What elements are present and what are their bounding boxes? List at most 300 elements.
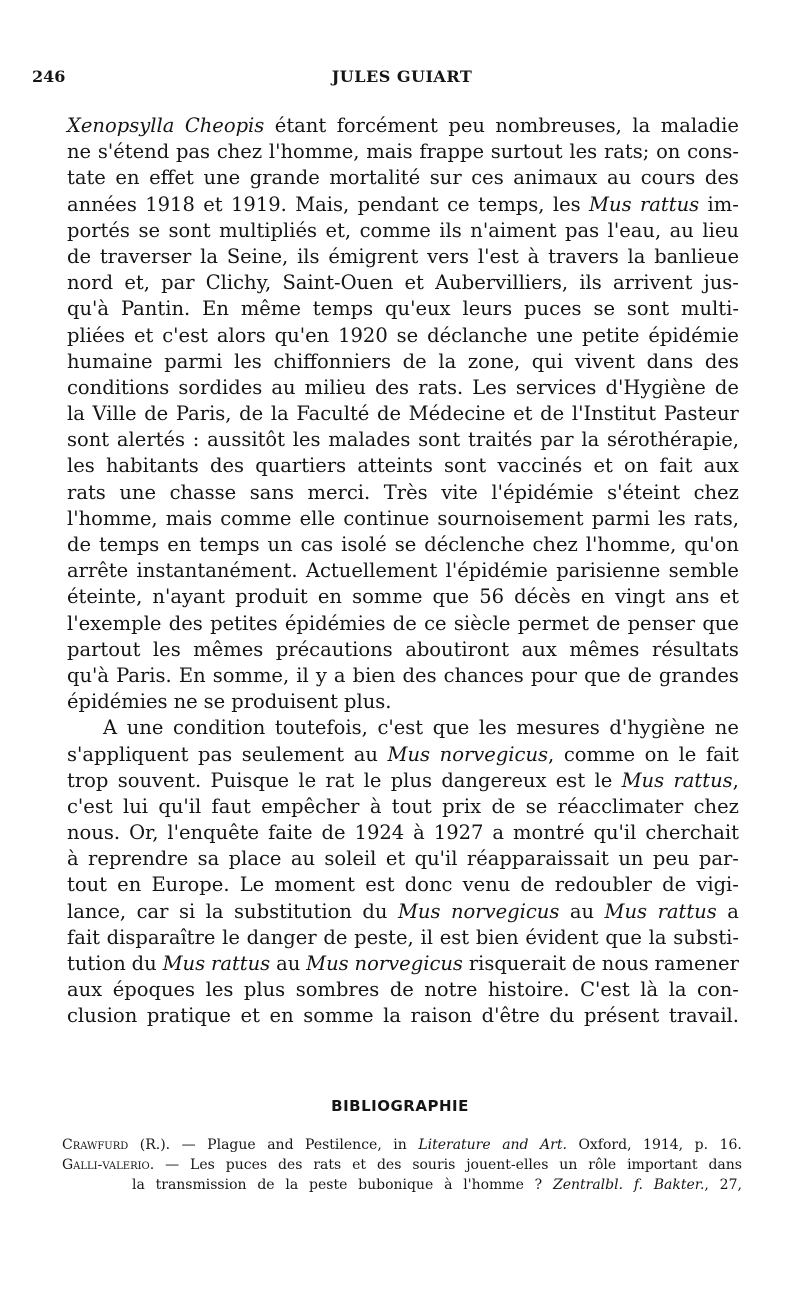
word: multipliés xyxy=(219,218,318,242)
word: se xyxy=(396,323,419,347)
word: norvegicus xyxy=(450,899,560,923)
word: nord xyxy=(67,271,114,295)
word: tate xyxy=(67,166,106,190)
word: a xyxy=(492,821,505,845)
word: effet xyxy=(149,166,194,190)
word: des xyxy=(704,349,739,373)
word: temps xyxy=(98,533,160,556)
text-line xyxy=(67,270,739,296)
word: cons- xyxy=(687,140,739,164)
word: l'exemple xyxy=(67,611,162,635)
text-line xyxy=(67,820,739,846)
word: du xyxy=(549,1004,575,1028)
word: plus xyxy=(390,768,432,792)
word: Pantin. xyxy=(120,297,191,321)
bibliography-line xyxy=(62,1155,742,1175)
word: a xyxy=(333,663,346,687)
word: à xyxy=(444,1177,453,1193)
word: bien xyxy=(475,925,519,949)
word: milieu xyxy=(304,375,366,399)
word: somme xyxy=(303,1004,374,1028)
word: sont xyxy=(418,428,461,452)
word: et, xyxy=(124,271,150,295)
word: somme xyxy=(352,585,423,609)
word: que xyxy=(702,611,739,635)
word: grande xyxy=(249,166,320,190)
word: traverser xyxy=(99,244,192,268)
word: produit xyxy=(235,585,308,609)
word: malades xyxy=(328,428,411,452)
word: travers xyxy=(548,244,619,268)
word: s'éteint xyxy=(607,480,681,504)
word: Seine, xyxy=(226,244,289,268)
word: pratique xyxy=(146,1004,231,1028)
word: d'hygiène xyxy=(609,716,706,740)
word: de xyxy=(144,402,169,426)
word: et xyxy=(133,323,154,347)
word: chez xyxy=(216,140,263,164)
word: là xyxy=(640,978,659,1002)
word: nous xyxy=(601,952,649,975)
word: venu xyxy=(462,873,511,897)
word: chez xyxy=(693,794,739,818)
text-line xyxy=(67,872,739,898)
word: somme, xyxy=(212,663,290,687)
word: c'est xyxy=(377,716,424,740)
word: services xyxy=(515,375,597,399)
word: est xyxy=(439,925,470,949)
word: seulement xyxy=(241,742,345,766)
word: permet xyxy=(517,611,589,635)
word: de xyxy=(662,873,687,897)
word: de xyxy=(402,349,427,373)
word: lui xyxy=(122,794,149,818)
word: chasse xyxy=(169,480,237,504)
word: aux xyxy=(703,454,739,478)
word: parmi xyxy=(591,506,650,530)
word: A xyxy=(103,716,118,740)
word: les xyxy=(205,978,234,1002)
word: — xyxy=(181,1137,196,1153)
word: qu'à xyxy=(67,663,110,687)
word: petite xyxy=(581,323,640,347)
word: des xyxy=(168,611,203,635)
word: qui xyxy=(531,349,564,373)
word: isolé xyxy=(341,533,387,556)
word: c'est xyxy=(162,323,208,347)
word: les xyxy=(478,716,507,740)
word: sont xyxy=(444,454,487,478)
word: années xyxy=(67,192,137,216)
word: la xyxy=(632,114,651,137)
word: de xyxy=(376,402,402,426)
word: and xyxy=(267,1137,294,1153)
word: des xyxy=(402,663,437,687)
word: l'homme, xyxy=(268,140,360,164)
word: Clichy, xyxy=(205,271,272,295)
word: de xyxy=(596,611,621,635)
word: que xyxy=(584,663,621,687)
word: mais xyxy=(366,140,413,164)
word: cherchait xyxy=(645,821,739,845)
word: le xyxy=(594,768,613,792)
word: Le xyxy=(239,873,265,897)
word: et xyxy=(404,271,424,295)
word: im- xyxy=(707,192,739,216)
word: 1924 xyxy=(354,821,405,845)
word: sournoisement xyxy=(437,506,584,530)
word: mortalité xyxy=(329,166,421,190)
word: semble xyxy=(668,559,739,583)
word: de xyxy=(67,244,92,268)
word: alors xyxy=(216,323,266,347)
word: cas xyxy=(300,533,334,556)
word: éteinte, xyxy=(67,585,143,609)
word: la xyxy=(132,1177,145,1193)
word: une xyxy=(203,166,241,190)
word: pour xyxy=(530,663,577,687)
word: moment xyxy=(274,873,356,897)
word: les xyxy=(234,349,262,373)
word: des xyxy=(376,1157,402,1173)
word: soleil xyxy=(324,847,377,871)
word: une xyxy=(119,480,157,504)
word: par xyxy=(161,271,195,295)
word: faut xyxy=(211,794,251,818)
word: vite xyxy=(441,480,478,504)
word: Europe. xyxy=(151,873,230,897)
word: en xyxy=(117,873,142,897)
word: pas xyxy=(175,140,211,164)
word: bien xyxy=(352,663,396,687)
word: se xyxy=(525,794,548,818)
word: la xyxy=(200,244,219,268)
word: Très xyxy=(383,480,428,504)
running-title: JULES GUIART xyxy=(331,67,473,86)
word: 1920 xyxy=(338,323,388,347)
word: 1927 xyxy=(433,821,484,845)
word: de xyxy=(627,663,652,687)
word: mêmes xyxy=(569,637,640,661)
text-line xyxy=(67,951,739,977)
word: les xyxy=(658,506,686,530)
text-line xyxy=(67,742,739,768)
word: le xyxy=(678,742,697,766)
word: à xyxy=(369,794,382,818)
word: Mus xyxy=(162,952,206,975)
word: en xyxy=(580,585,605,609)
word: parmi xyxy=(164,349,223,373)
word: étant xyxy=(274,114,327,137)
word: grandes xyxy=(658,663,739,687)
word: en xyxy=(167,533,192,556)
word: un xyxy=(267,533,293,556)
text-line xyxy=(67,453,739,479)
word: humaine xyxy=(67,349,153,373)
word: déclenche xyxy=(424,533,525,556)
word: peu xyxy=(652,847,690,871)
word: siècle xyxy=(453,611,511,635)
word: arrête xyxy=(67,559,129,583)
word: — xyxy=(165,1157,180,1173)
word: et xyxy=(719,585,739,609)
word: fait xyxy=(67,925,100,949)
word: époques xyxy=(112,978,196,1002)
word: vingt xyxy=(614,585,666,609)
word: Literature xyxy=(418,1137,491,1153)
word: parisienne xyxy=(556,559,661,583)
word: du xyxy=(131,952,157,975)
word: épidémie xyxy=(648,323,739,347)
word: sont xyxy=(168,218,211,242)
body-text xyxy=(67,113,739,1030)
text-line xyxy=(67,192,739,218)
word: et xyxy=(593,454,613,478)
word: en xyxy=(115,166,140,190)
word: la xyxy=(67,402,85,426)
word: C'est xyxy=(580,978,630,1002)
word: maladie xyxy=(660,114,739,137)
word: temps, xyxy=(477,192,545,216)
word: temps xyxy=(199,533,260,556)
word: bubonique xyxy=(358,1177,434,1193)
word: l'enquête xyxy=(167,821,260,845)
word: les xyxy=(67,454,95,478)
word: des xyxy=(277,1157,303,1173)
word: Galli-valerio. xyxy=(62,1157,155,1173)
word: chez xyxy=(693,480,739,504)
text-line xyxy=(67,532,739,558)
word: que xyxy=(605,925,642,949)
word: nous. xyxy=(67,821,121,845)
word: la xyxy=(668,978,687,1002)
word: pliées xyxy=(67,323,126,347)
word: de xyxy=(239,402,264,426)
word: norvegicus, xyxy=(439,742,555,766)
word: rats, xyxy=(693,506,739,530)
word: ils xyxy=(439,218,462,242)
word: vaccinés xyxy=(497,454,583,478)
word: plus. xyxy=(344,690,392,714)
word: n'aiment xyxy=(470,218,557,242)
word: c'est xyxy=(67,794,113,818)
word: notre xyxy=(424,978,478,1002)
word: on xyxy=(656,140,681,164)
word: rattus xyxy=(639,192,700,216)
word: réacclimater xyxy=(557,794,684,818)
word: place xyxy=(228,847,282,871)
word: n'ayant xyxy=(152,585,225,609)
word: habitants xyxy=(106,454,199,478)
word: jus- xyxy=(703,271,739,295)
word: en xyxy=(317,585,342,609)
word: épidémies xyxy=(284,611,386,635)
word: chez xyxy=(532,533,578,556)
word: Actuellement xyxy=(305,559,438,583)
word: ce xyxy=(424,611,447,635)
word: les xyxy=(152,637,181,661)
word: risquerait xyxy=(468,952,566,975)
bibliography-line xyxy=(62,1175,742,1195)
word: : xyxy=(192,428,200,452)
word: le xyxy=(298,768,317,792)
word: forcément xyxy=(336,114,438,137)
word: conditions xyxy=(67,375,170,399)
bibliography-heading: BIBLIOGRAPHIE xyxy=(331,1097,469,1115)
word: chances xyxy=(443,663,524,687)
text-line xyxy=(67,113,739,139)
text-line xyxy=(67,296,739,322)
word: condition xyxy=(172,716,266,740)
word: évident xyxy=(525,925,599,949)
text-line xyxy=(67,663,739,689)
word: frappe xyxy=(419,140,485,164)
word: Mus xyxy=(306,952,349,975)
text-line xyxy=(67,715,739,741)
word: émigrent xyxy=(328,244,419,268)
word: rats xyxy=(313,1157,342,1173)
word: Ville xyxy=(92,402,137,426)
word: la xyxy=(438,349,457,373)
text-line xyxy=(67,349,739,375)
word: 1919. xyxy=(231,192,287,216)
word: ne xyxy=(67,140,92,164)
word: ce xyxy=(447,192,470,216)
word: zone, xyxy=(467,349,521,373)
word: et xyxy=(352,1157,367,1173)
text-line xyxy=(67,401,739,427)
word: ne xyxy=(714,716,739,740)
word: l'est xyxy=(477,244,519,268)
word: traités xyxy=(468,428,533,452)
word: qu'en xyxy=(274,323,330,347)
text-line xyxy=(67,375,739,401)
word: car xyxy=(136,899,169,923)
word: des xyxy=(704,166,739,190)
word: peste xyxy=(309,1177,348,1193)
word: la xyxy=(205,899,224,923)
word: rats xyxy=(67,480,106,504)
word: 1914, xyxy=(643,1137,684,1153)
word: qu'il xyxy=(158,794,202,818)
word: montré xyxy=(513,821,585,845)
word: chiffonniers xyxy=(273,349,392,373)
word: Plague xyxy=(207,1137,256,1153)
word: cours xyxy=(640,166,696,190)
text-line xyxy=(67,637,739,663)
word: que xyxy=(432,585,470,609)
word: la xyxy=(270,402,289,426)
word: rattus xyxy=(211,952,271,975)
word: Mus xyxy=(387,742,431,766)
word: substi- xyxy=(673,925,739,949)
word: (R.). xyxy=(139,1137,171,1153)
word: et xyxy=(203,192,223,216)
word: qu'il xyxy=(593,821,637,845)
word: toutefois, xyxy=(274,716,368,740)
word: sont xyxy=(67,428,110,452)
word: le xyxy=(363,768,382,792)
word: Zentralbl. xyxy=(552,1177,624,1193)
word: aux xyxy=(521,637,557,661)
word: la xyxy=(383,1004,401,1028)
word: est xyxy=(555,768,586,792)
word: Xenopsylla xyxy=(67,114,175,137)
word: tout xyxy=(67,873,107,897)
word: au xyxy=(290,847,316,871)
word: vivent xyxy=(574,349,635,373)
word: les xyxy=(292,428,321,452)
word: il xyxy=(420,925,433,949)
text-line xyxy=(67,427,739,453)
word: instantanément. xyxy=(136,559,298,583)
word: des xyxy=(209,454,245,478)
word: résultats xyxy=(651,637,739,661)
word: un xyxy=(618,847,644,871)
word: sombres xyxy=(295,978,380,1002)
word: se xyxy=(593,297,616,321)
word: important xyxy=(627,1157,698,1173)
word: aux xyxy=(67,978,103,1002)
word: penser xyxy=(627,611,696,635)
word: l'Institut xyxy=(571,402,657,426)
word: et, xyxy=(325,218,352,242)
word: Les xyxy=(190,1157,215,1173)
word: d'être xyxy=(481,1004,540,1028)
text-line xyxy=(67,689,739,715)
word: ces xyxy=(471,166,504,190)
word: ils xyxy=(579,271,602,295)
word: redoubler xyxy=(554,873,652,897)
word: in xyxy=(393,1137,407,1153)
word: d'Hygiène xyxy=(605,375,706,399)
word: en xyxy=(269,1004,294,1028)
text-line xyxy=(67,139,739,165)
word: rattus xyxy=(657,899,717,923)
word: décès xyxy=(514,585,571,609)
text-line xyxy=(67,323,739,349)
word: rats. xyxy=(418,375,464,399)
word: Saint-Ouen xyxy=(282,271,394,295)
word: plus xyxy=(243,978,286,1002)
word: multi- xyxy=(680,297,739,321)
word: alertés xyxy=(116,428,186,452)
text-line xyxy=(67,584,739,610)
word: pendant xyxy=(357,192,439,216)
word: de xyxy=(389,978,414,1002)
word: ? xyxy=(534,1177,543,1193)
word: En xyxy=(178,663,206,687)
text-line xyxy=(67,611,739,637)
word: dans xyxy=(646,349,694,373)
word: substitution xyxy=(234,899,352,923)
text-line xyxy=(67,1003,739,1029)
word: Art. xyxy=(540,1137,567,1153)
word: se xyxy=(394,533,417,556)
word: merci. xyxy=(307,480,371,504)
word: a xyxy=(727,899,739,923)
word: Pasteur xyxy=(663,402,739,426)
word: sont xyxy=(626,297,670,321)
word: pas xyxy=(565,218,600,242)
word: rats; xyxy=(603,140,650,164)
word: à xyxy=(527,244,540,268)
word: au xyxy=(569,899,595,923)
word: et xyxy=(240,1004,260,1028)
word: au xyxy=(271,375,296,399)
word: faite xyxy=(268,821,313,845)
word: on xyxy=(644,742,669,766)
